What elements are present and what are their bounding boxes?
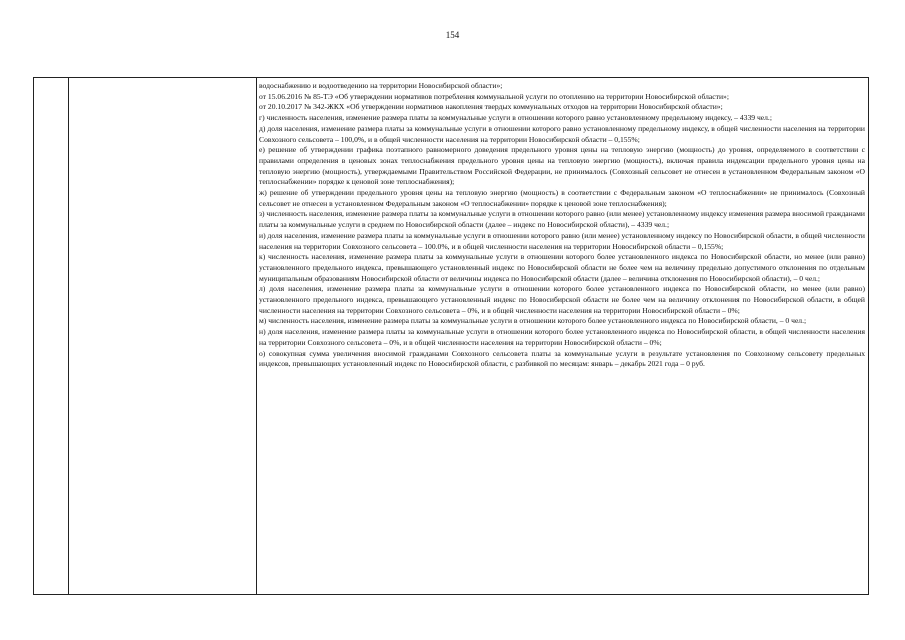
table-cell-content	[259, 81, 865, 592]
paragraph: водоснабжению и водоотведению на территории Новосибирской области»;	[259, 81, 503, 90]
document-table	[33, 77, 869, 595]
paragraph: и) доля населения, изменение размера платы за коммунальные услуги в отношении которого равно (или менее) установленному индексу по Новосибирской области, в общей численности населения на территории Совхозного сельсовета – 100.0%, и в общей численности населения на территории Новосибирской области – 0,155%;	[259, 230, 865, 251]
table-column-number	[34, 78, 69, 594]
page-number: 154	[445, 30, 460, 40]
paragraph: от 15.06.2016 № 85-ТЭ «Об утверждении нормативов потребления коммунальной услуги по отоплению на территории Новосибирской области»;	[259, 91, 729, 101]
paragraph: м) численность населения, изменение размера платы за коммунальные услуги в отношении которого более установленного индекса по Новосибирской области, – 0 чел.;	[259, 316, 807, 326]
paragraph: д) доля населения, изменение размера платы за коммунальные услуги в отношении которого равно установленному предельному индексу, в общей численности населения на территории Совхозного сельсовета – 100,0%, и в общей численности населения на территории Новосибирской области – 0,155%;	[259, 123, 865, 144]
paragraph: з) численность населения, изменение размера платы за коммунальные услуги в отношении которого равно (или менее) установленному индексу изменения размера вносимой гражданами платы за коммунальные услуги в среднем по Новосибирской области (далее – индекс по Новосибирской области), – 4339 чел.;	[259, 209, 865, 230]
paragraph: к) численность населения, изменение размера платы за коммунальные услуги в отношении которого более установленного индекса по Новосибирской области, но менее (или равно) установленного предельного индекса, превышающего установленный индекс по Новосибирской области не более чем на величину предельно допустимого отклонения по отдельным муниципальным образованиям Новосибирской области от величины индекса по Новосибирской области (далее – величина отклонения по Новосибирской области), – 0 чел.;	[259, 252, 865, 283]
table-column-name	[68, 78, 257, 594]
paragraph: е) решение об утверждении графика поэтапного равномерного доведения предельного уровня цены на тепловую энергию (мощность) до уровня, определяемого в соответствии с правилами определения в ценовых зонах теплоснабжения предельного уровня цены на тепловую энергию (мощность), включая правила индексации предельного уровня цены на тепловую энергию (мощность), утверждаемыми Правительством Российской Федерации, не принималось (Совхозный сельсовет не отнесен в установленном Федеральным законом «О теплоснабжении» порядке к ценовой зоне теплоснабжения);	[259, 145, 865, 187]
paragraph: н) доля населения, изменение размера платы за коммунальные услуги в отношении которого более установленного индекса по Новосибирской области, в общей численности населения на территории Совхозного сельсовета – 0%, и в общей численности населения на территории Новосибирской области – 0%;	[259, 327, 865, 347]
paragraph: г) численность населения, изменение размера платы за коммунальные услуги в отношении которого равно установленному предельному индексу, – 4339 чел.;	[259, 113, 772, 123]
paragraph: о) совокупная сумма увеличения вносимой гражданами Совхозного сельсовета платы за коммунальные услуги в результате установления по Совхозному сельсовету предельных индексов, превышающих установленный индекс по Новосибирской области, с разбивкой по месяцам: январь – декабрь 2021 года – 0 руб.	[259, 348, 865, 369]
paragraph: л) доля населения, изменение размера платы за коммунальные услуги в отношении которого более установленного индекса по Новосибирской области, но менее (или равно) установленного предельного индекса, превышающего установленный индекс по Новосибирской области не более чем на величину отклонения по Новосибирской области, в общей численности населения на территории Совхозного сельсовета – 0%, и в общей численности населения на территории Новосибирской области – 0%;	[259, 284, 865, 315]
paragraph: ж) решение об утверждении предельного уровня цены на тепловую энергию (мощность) в соответствии с Федеральным законом «О теплоснабжении» не принималось (Совхозный сельсовет не отнесен в установленном Федеральным законом «О теплоснабжении» порядке к ценовой зоне теплоснабжения);	[259, 188, 865, 208]
paragraph: от 20.10.2017 № 342-ЖКХ «Об утверждении нормативов накопления твердых коммунальных отходов на территории Новосибирской области»;	[259, 102, 723, 112]
